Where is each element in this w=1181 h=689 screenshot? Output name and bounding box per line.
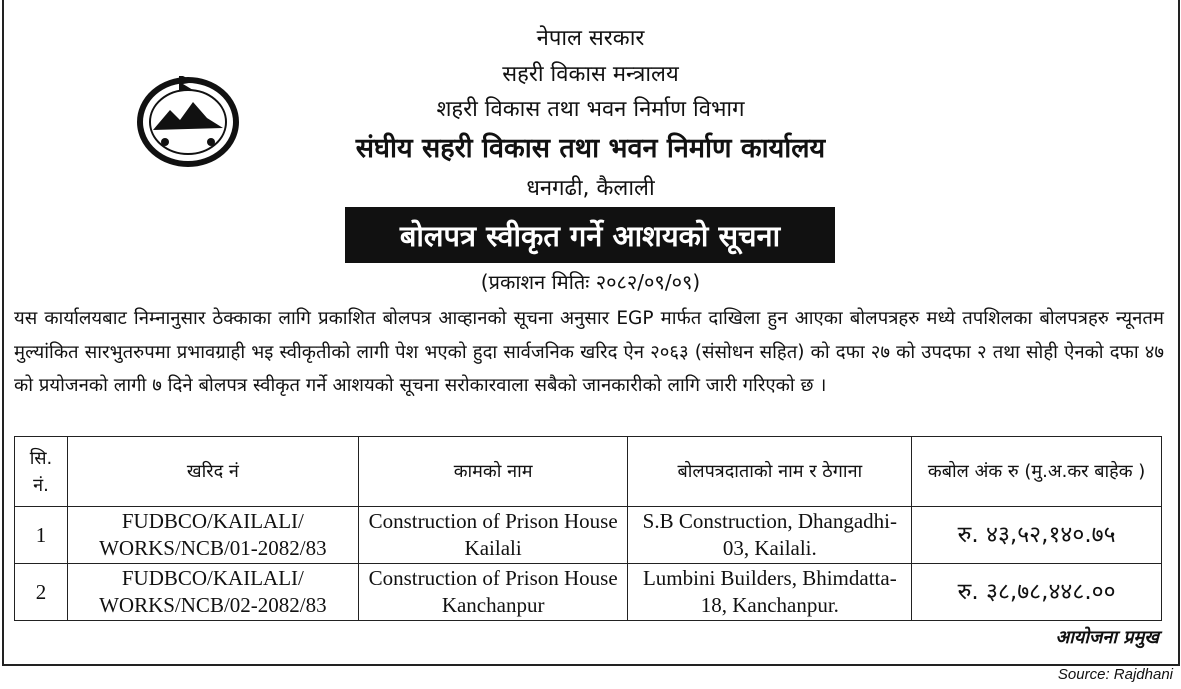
cell-procurement-no: FUDBCO/KAILALI/ WORKS/NCB/01-2082/83 xyxy=(67,507,358,564)
bids-table xyxy=(14,436,1162,621)
cell-sn: 1 xyxy=(15,507,68,564)
header-sn: सि. नं. xyxy=(15,437,68,507)
header-bidder: बोलपत्रदाताको नाम र ठेगाना xyxy=(628,437,912,507)
cell-bidder: Lumbini Builders, Bhimdatta-18, Kanchanpur. xyxy=(628,564,912,621)
header-amount: कबोल अंक रु (मु.अ.कर बाहेक ) xyxy=(912,437,1162,507)
office-name: संघीय सहरी विकास तथा भवन निर्माण कार्यालय xyxy=(355,133,826,164)
department-name: शहरी विकास तथा भवन निर्माण विभाग xyxy=(436,97,745,122)
cell-amount: रु. ३८,७८,४४८.०० xyxy=(912,564,1162,621)
signature: आयोजना प्रमुख xyxy=(1055,627,1159,648)
table-row xyxy=(15,507,1162,564)
ministry-name: सहरी विकास मन्त्रालय xyxy=(502,62,679,87)
cell-bidder: S.B Construction, Dhangadhi-03, Kailali. xyxy=(628,507,912,564)
cell-procurement-no: FUDBCO/KAILALI/ WORKS/NCB/02-2082/83 xyxy=(67,564,358,621)
cell-work-name: Construction of Prison House Kailali xyxy=(358,507,628,564)
table-row xyxy=(15,564,1162,621)
notice-title: बोलपत्र स्वीकृत गर्ने आशयको सूचना xyxy=(345,207,835,263)
notice-body: यस कार्यालयबाट निम्नानुसार ठेक्काका लागि प्रकाशित बोलपत्र आव्हानको सूचना अनुसार EGP मार्फत दाखिला हुन आएका बोलपत्रहरु मध्ये तपशिलका बोलपत्रहरु न्यूनतम मुल्यांकित सारभुतरुपमा प्रभावग्राही भइ स्वीकृतीको लागी पेश भएको हुदा सार्वजनिक खरिद ऐन २०६३ (संसोधन सहित) को दफा २७ को उपदफा २ तथा सोही ऐनको दफा ४७ को प्रयोजनको लागी ७ दिने बोलपत्र स्वीकृत गर्ने आशयको सूचना सरोकारवाला सबैको जानकारीको लागि जारी गरिएको छ । xyxy=(14,308,1164,396)
source-credit: Source: Rajdhani xyxy=(1057,666,1173,683)
cell-work-name: Construction of Prison House Kanchanpur xyxy=(358,564,628,621)
publication-date: (प्रकाशन मितिः २०८२/०९/०९) xyxy=(480,270,701,294)
office-location: धनगढी, कैलाली xyxy=(526,176,655,201)
header-procurement-no: खरिद नं xyxy=(67,437,358,507)
table-header-row xyxy=(15,437,1162,507)
cell-amount: रु. ४३,५२,१४०.७५ xyxy=(912,507,1162,564)
government-name: नेपाल सरकार xyxy=(536,26,645,51)
header-work-name: कामको नाम xyxy=(358,437,628,507)
cell-sn: 2 xyxy=(15,564,68,621)
